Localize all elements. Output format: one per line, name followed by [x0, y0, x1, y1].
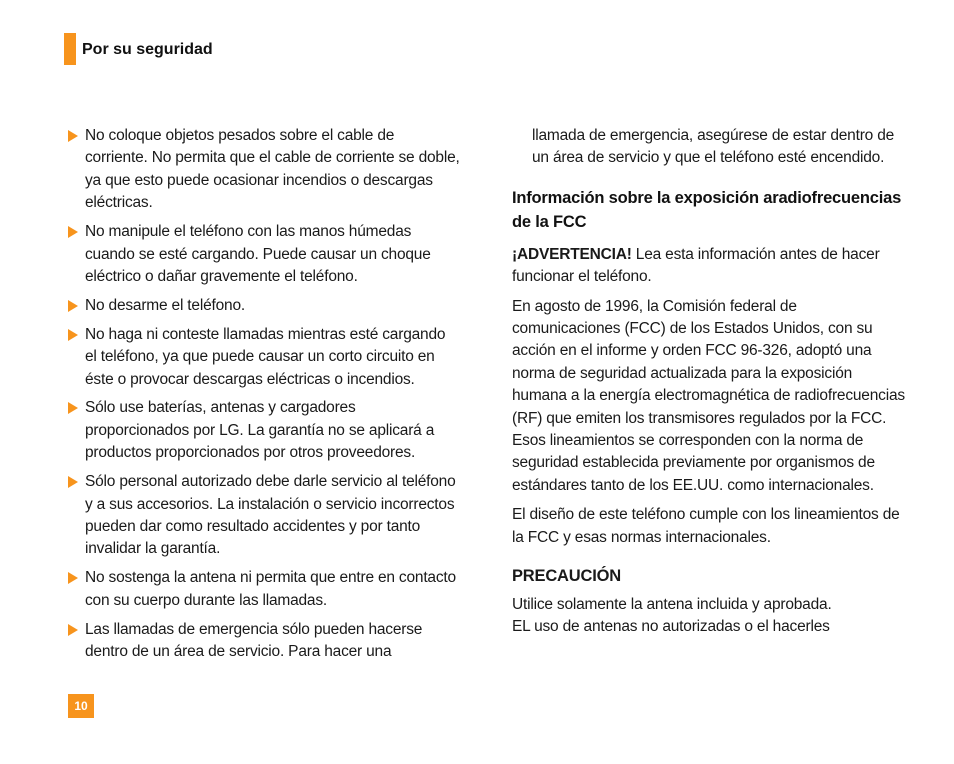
bullet-arrow-icon	[68, 572, 78, 584]
safety-bullet	[68, 295, 460, 317]
fcc-section-heading: Información sobre la exposición aradiofrecuencias de la FCC	[512, 188, 902, 231]
right-column	[512, 125, 908, 638]
warning-paragraph	[512, 244, 908, 289]
safety-bullet	[68, 567, 460, 612]
bullet-arrow-icon	[68, 226, 78, 238]
safety-bullet	[68, 324, 460, 391]
bullet-arrow-icon	[68, 130, 78, 142]
warning-label: ¡ADVERTENCIA!	[512, 245, 632, 263]
safety-bullet	[68, 619, 460, 664]
bullet-arrow-icon	[68, 300, 78, 312]
fcc-paragraph-2: El diseño de este teléfono cumple con los lineamientos de la FCC y esas normas internacionales.	[512, 506, 900, 546]
bullet-arrow-icon	[68, 476, 78, 488]
bullet-arrow-icon	[68, 624, 78, 636]
page-section-title: Por su seguridad	[82, 41, 213, 58]
bullet-arrow-icon	[68, 402, 78, 414]
bullet-text: Las llamadas de emergencia sólo pueden hacerse dentro de un área de servicio. Para hacer una	[85, 620, 423, 661]
precaution-line-2: EL uso de antenas no autorizadas o el hacerles	[512, 617, 830, 635]
precaution-heading: PRECAUCIÓN	[512, 567, 621, 586]
bullet-text: No desarme el teléfono.	[85, 296, 245, 314]
header-accent-bar	[64, 33, 76, 65]
fcc-paragraph-1: En agosto de 1996, la Comisión federal de comunicaciones (FCC) de los Estados Unidos, con su acción en el informe y orden FCC 96-326, adoptó una norma de seguridad actualizada para la exposición humana a la energía electromagnética de radiofrecuencias (RF) que emiten los transmisores regulados por la FCC. Esos lineamientos se corresponden con la norma de seguridad establecida previamente por organismos de estándares tanto de los EE.UU. como internacionales.	[512, 297, 905, 494]
safety-bullet	[68, 471, 460, 561]
bullet-text: Sólo use baterías, antenas y cargadores proporcionados por LG. La garantía no se aplicará a productos proporcionados por otros proveedores.	[85, 399, 435, 462]
safety-bullet	[68, 397, 460, 464]
bullet-text: No haga ni conteste llamadas mientras esté cargando el teléfono, ya que puede causar un corto circuito en éste o provocar descargas eléctricas o incendios.	[85, 325, 446, 388]
bullet-text: No manipule el teléfono con las manos húmedas cuando se esté cargando. Puede causar un choque eléctrico o dañar gravemente el teléfono.	[85, 223, 431, 285]
bullet-text: No sostenga la antena ni permita que entre en contacto con su cuerpo durante las llamadas.	[85, 569, 456, 609]
warning-text: Lea esta información antes de hacer funcionar el teléfono.	[512, 245, 880, 286]
bullet-arrow-icon	[68, 329, 78, 341]
bullet-continuation: llamada de emergencia, asegúrese de estar dentro de un área de servicio y que el teléfono esté encendido.	[532, 127, 895, 167]
safety-bullet	[68, 125, 460, 215]
bullet-text: No coloque objetos pesados sobre el cable de corriente. No permita que el cable de corriente se doble, ya que esto puede ocasionar incendios o descargas eléctricas.	[85, 127, 460, 212]
precaution-line-1: Utilice solamente la antena incluida y aprobada.	[512, 595, 832, 613]
safety-bullet	[68, 221, 460, 288]
page-number: 10	[68, 694, 94, 718]
left-column	[68, 125, 460, 670]
bullet-text: Sólo personal autorizado debe darle servicio al teléfono y a sus accesorios. La instalación o servicio incorrectos pueden dar como resultado accidentes y por tanto invalidar la garantía.	[85, 473, 456, 558]
